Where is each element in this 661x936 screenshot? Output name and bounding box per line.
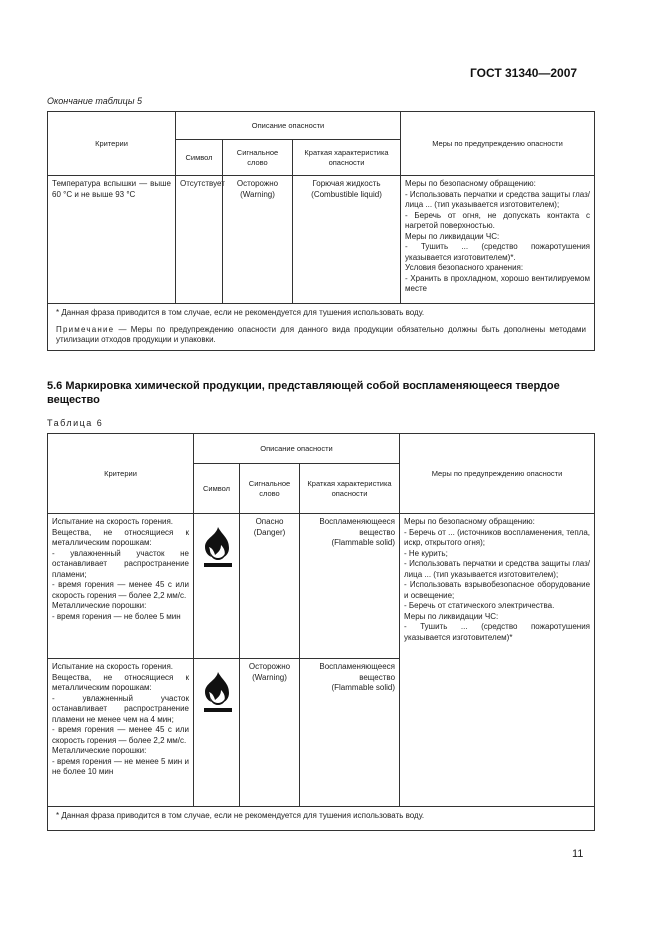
table5	[47, 111, 595, 351]
t6-row1-characteristic: Воспламеняющееся вещество (Flammable solid)	[300, 514, 400, 659]
t6-row2-signal-word: Осторожно (Warning)	[240, 659, 300, 807]
t6-prevention-shared: Меры по безопасному обращению: - Беречь от ... (источников воспламенения, тепла, искр, открытого огня); - Не курить; - Использовать перчатки и средства защиты глаз/лица ... (тип указывается изготовителем); - Использовать взрывобезопасное оборудование и освещение; - Беречь от статического электричества. Меры по ликвидации ЧС: - Тушить ... (средство пожаротушения указывается изготовителем)*	[400, 514, 595, 807]
t5-cell-characteristic: Горючая жидкость (Combustible liquid)	[293, 176, 401, 304]
document-code: ГОСТ 31340—2007	[470, 66, 578, 80]
t6-row1-signal-word: Опасно (Danger)	[240, 514, 300, 659]
t6-header-hazard-description: Описание опасности	[194, 434, 400, 464]
flame-icon	[198, 525, 238, 571]
t6-header-prevention: Меры по предупреждению опасности	[400, 434, 595, 514]
t5-header-hazard-description: Описание опасности	[176, 112, 401, 140]
table6-caption: Таблица 6	[47, 418, 104, 428]
t5-note-text: — Меры по предупреждению опасности для данного вида продукции обязательно должны быть дополнены методами утилизации отходов продукции и упаковки.	[56, 324, 587, 344]
t5-footnote: * Данная фраза приводится в том случае, если не рекомендуется для тушения использовать воду.	[56, 308, 425, 317]
page-number: 11	[572, 848, 584, 860]
t6-row1-criteria: Испытание на скорость горения. Вещества, не относящиеся к металлическим порошкам: - увлажненный участок не останавливает распространение пламени; - время горения — менее 45 с или скорость горения — более 2,2 мм/с. Металлические порошки: - время горения — не более 5 мин	[48, 514, 194, 659]
t6-row2-symbol	[194, 659, 240, 807]
table6	[47, 433, 595, 831]
t5-cell-prevention: Меры по безопасному обращению: - Использовать перчатки и средства защиты глаз/лица ... (тип указывается изготовителем); - Беречь от огня, не допускать контакта с нагретой поверхностью. Меры по ликвидации ЧС: - Тушить ... (средство пожаротушения указывается изготовителем)*. Условия безопасного хранения: - Хранить в прохладном, хорошо вентилируемом месте	[401, 176, 595, 304]
t5-header-criteria: Критерии	[48, 112, 176, 176]
t5-note-label: Примечание	[56, 324, 115, 334]
flame-icon	[198, 670, 238, 716]
t6-header-criteria: Критерии	[48, 434, 194, 514]
t5-cell-criteria: Температура вспышки — выше 60 °С и не выше 93 °С	[48, 176, 176, 304]
t6-header-characteristic: Краткая характеристика опасности	[300, 464, 400, 514]
t6-row2-criteria: Испытание на скорость горения. Вещества, не относящиеся к металлическим порошкам: - увлажненный участок останавливает распространение пламени не менее чем на 4 мин; - время горения — менее 45 с или скорость горения — более 2,2 мм/с. Металлические порошки: - время горения — не менее 5 мин и не более 10 мин	[48, 659, 194, 807]
t6-row2-characteristic: Воспламеняющееся вещество (Flammable solid)	[300, 659, 400, 807]
t5-note	[56, 325, 586, 346]
section-heading: 5.6 Маркировка химической продукции, представляющей собой воспламеняющееся твердое вещество	[47, 380, 560, 406]
t6-header-symbol: Символ	[194, 464, 240, 514]
t5-header-symbol: Символ	[176, 140, 223, 176]
t5-header-characteristic: Краткая характеристика опасности	[293, 140, 401, 176]
t6-header-signal-word: Сигнальное слово	[240, 464, 300, 514]
t5-header-prevention: Меры по предупреждению опасности	[401, 112, 595, 176]
table5-caption: Окончание таблицы 5	[47, 96, 142, 106]
t5-cell-signal-word: Осторожно (Warning)	[223, 176, 293, 304]
t5-header-signal-word: Сигнальное слово	[223, 140, 293, 176]
t5-cell-symbol: Отсутствует	[176, 176, 223, 304]
t6-footnote: * Данная фраза приводится в том случае, если не рекомендуется для тушения использовать воду.	[48, 807, 595, 831]
t5-footnote-cell	[48, 304, 595, 351]
t6-row1-symbol	[194, 514, 240, 659]
